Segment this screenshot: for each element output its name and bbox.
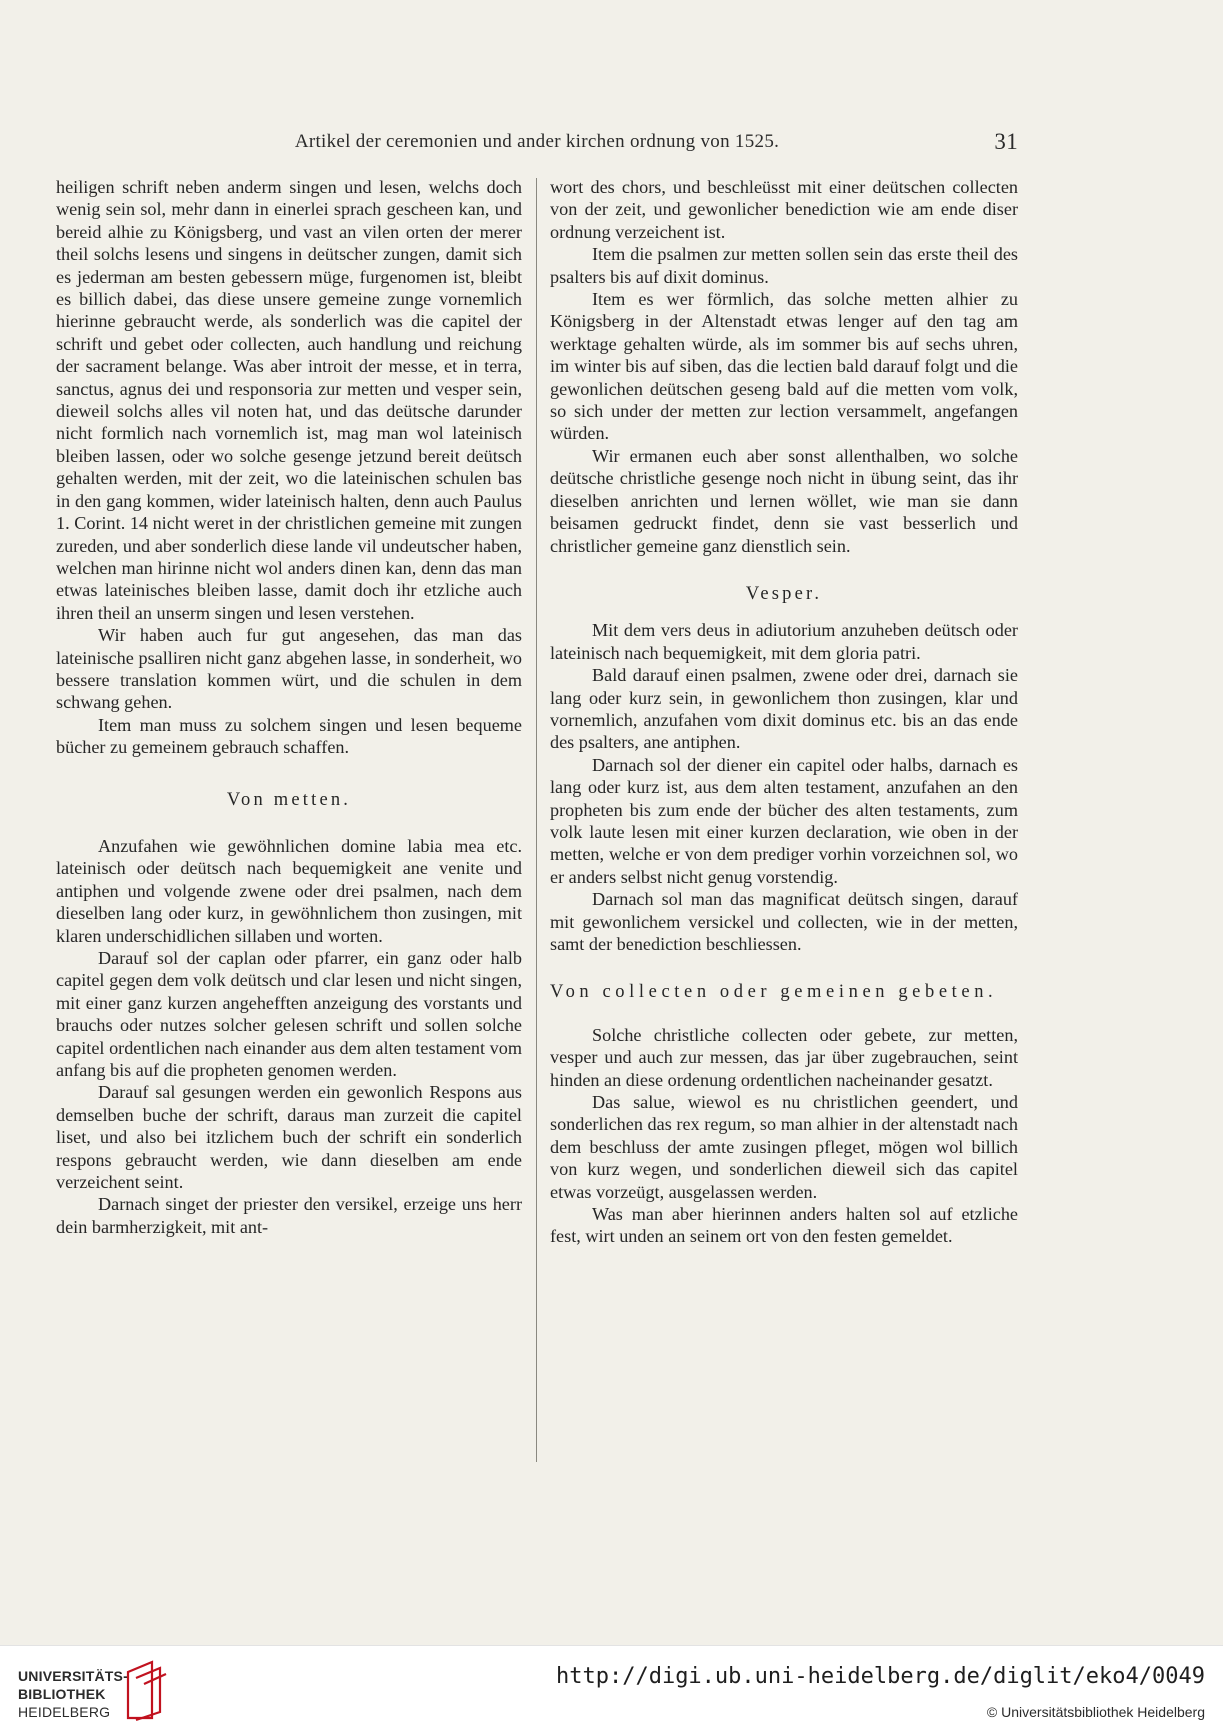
paragraph: Item die psalmen zur metten sollen sein das erste theil des psalters bis auf dixit dominus. <box>550 244 1018 287</box>
paragraph: Bald darauf einen psalmen, zwene oder drei, darnach sie lang oder kurz sein, in gewonlichem thon zusingen, klar und vornemlich, anzufahen vom dixit dominus etc. bis an das ende des psalters, ane antiphen. <box>550 665 1018 753</box>
left-column <box>56 176 522 1238</box>
section-heading-vesper: Vesper. <box>745 583 823 604</box>
paragraph: Mit dem vers deus in adiutorium anzuheben deütsch oder lateinisch nach bequemigkeit, mit dem gloria patri. <box>550 620 1018 663</box>
paragraph: Darauf sal gesungen werden ein gewonlich Respons aus demselben buche der schrift, daraus man zurzeit die capitel liset, und also bei itzlichem buch der schrift ein sonderlich respons gebraucht werden, wie dann dieselben am ende verzeichent seint. <box>56 1082 522 1193</box>
paragraph: Was man aber hierinnen anders halten sol auf etzliche fest, wirt unden an seinem ort von den festen gemeldet. <box>550 1204 1018 1247</box>
paragraph: heiligen schrift neben anderm singen und lesen, welchs doch wenig sein sol, mehr dann in einerlei sprach gescheen kan, und bereid alhie zu Königsberg, und vast an vilen orten der merer theil solchs lesens und singens in deütscher zungen, damit sich es jederman am besten gebessern müge, furgenomen ist, bleibt es billich dabei, das diese unsere gemeine zunge vornemlich hierinne gebraucht werde, als sonderlich was die capitel der schrift und gebet oder collecten, auch handlung und reichung der sacrament belange. Was aber introit der messe, et in terra, sanctus, agnus dei und responsoria zur metten und vesper sein, dieweil solchs alles vil noten hat, und das deütsche darunder nicht formlich nach vornemlich ist, mag man wol lateinisch bleiben lassen, oder wo solche gesenge jetzund bereit deütsch gehalten werden, mit der zeit, wo die lateinischen schulen bas in den gang kommen, wider lateinisch halten, denn auch Paulus 1. Corint. 14 nicht weret in der christlichen gemeine mit zungen zureden, und aber sonderlich diese lande vil undeutscher haben, welchen man hirinne nicht wol anders dinen kan, denn das man etwas lateinisches bleiben lasse, damit doch ihr etzliche auch ihren theil an unserm singen und lesen verstehen. <box>56 177 522 623</box>
running-header <box>56 129 1018 159</box>
page-number: 31 <box>994 129 1018 154</box>
paragraph: Wir haben auch fur gut angesehen, das man das lateinische psalliren nicht ganz abgehen lasse, in sonderheit, wo bessere translation kommen würt, und die schulen in dem schwang gehen. <box>56 625 522 713</box>
right-column <box>550 176 1018 1248</box>
paragraph: Item man muss zu solchem singen und lesen bequeme bücher zu gemeinem gebrauch schaffen. <box>56 714 522 758</box>
paragraph: Darauf sol der caplan oder pfarrer, ein ganz oder halb capitel gegen dem volk deütsch und clar lesen und nicht singen, mit einer ganz kurzen angehefften anzeigung des vorstants und brauchs oder nutzes solcher gelesen schrift und sollen solche capitel ordentlichen nach einander aus dem alten testament vom anfang bis auf die propheten genomen werden. <box>56 948 522 1081</box>
paragraph: Wir ermanen euch aber sonst allenthalben, wo solche deütsche christliche gesenge noch nicht in übung seint, das ihr dieselben anrichten und lernen wöllet, wie man sie dann beisamen gedruckt findet, denn sie vast besserlich und christlicher gemeine ganz dienstlich sein. <box>550 445 1018 556</box>
library-logo[interactable] <box>18 1658 188 1728</box>
paragraph: Darnach sol der diener ein capitel oder halbs, darnach es lang oder kurz ist, aus dem alten testament, anzufahen an den propheten bis zum ende der bücher des alten testaments, zum volk laute lesen mit einer kurzen declaration, wie oben in der metten, welche er von dem prediger vorhin vorzeichnen sol, wo er anders selbst nicht genug vorstendig. <box>550 754 1018 887</box>
footer-bar <box>0 1645 1223 1732</box>
paragraph: Item es wer förmlich, das solche metten alhier zu Königsberg in der Altenstadt etwas lenger auf den tag am werktage gehalten würde, als im sommer bis auf sechs uhren, im winter bis auf siben, das die lectien bald darauf folgt und die gewonlichen deütschen geseng bald auf die metten vom volk, so sich under der metten zur lection versammelt, angefangen würden. <box>550 289 1018 444</box>
logo-text-line1: UNIVERSITÄTS- <box>18 1668 128 1684</box>
logo-mark-icon <box>122 1658 168 1722</box>
document-url-link[interactable]: http://digi.ub.uni-heidelberg.de/diglit/eko4/0049 <box>555 1664 1205 1689</box>
running-title: Artikel der ceremonien und ander kirchen ordnung von 1525. <box>294 131 780 152</box>
paragraph: Darnach singet der priester den versikel, erzeige uns herr dein barmherzigkeit, mit ant- <box>56 1194 522 1237</box>
logo-text-line2: BIBLIOTHEK <box>18 1686 106 1702</box>
paragraph: Das salue, wiewol es nu christlichen geendert, und sonderlichen das rex regum, so man alhier in der altenstadt nach dem beschluss der amte zusingen pfleget, mögen wol billich von kurz wegen, und sonderlichen dieweil sich das capitel etwas vorzeügt, ausgelassen werden. <box>550 1092 1018 1202</box>
paragraph: Darnach sol man das magnificat deütsch singen, darauf mit gewonlichem versickel und collecten, wie in der metten, samt der benediction beschliessen. <box>550 889 1018 954</box>
copyright-notice: © Universitätsbibliothek Heidelberg <box>986 1704 1205 1720</box>
paragraph: Anzufahen wie gewöhnlichen domine labia mea etc. lateinisch oder deütsch nach bequemigkeit ane venite und antiphen und volgende zwene oder drei psalmen, nach dem dieselben lang oder kurz, in gewöhnlichem thon zusingen, mit klaren underschidlichen sillaben und worten. <box>56 835 522 946</box>
column-divider <box>536 178 537 1462</box>
section-heading-collecten: Von collecten oder gemeinen gebeten. <box>550 982 998 1003</box>
paragraph: wort des chors, und beschleüsst mit einer deütschen collecten von der zeit, und gewonlicher benediction wie am ende diser ordnung verzeichent ist. <box>550 177 1018 242</box>
section-heading-metten: Von metten. <box>226 789 352 810</box>
logo-text-line3: HEIDELBERG <box>18 1704 111 1720</box>
paragraph: Solche christliche collecten oder gebete, zur metten, vesper und auch zur messen, das jar über zugebrauchen, seint hinden an diese ordenung ordentlichen nacheinander gesatzt. <box>550 1024 1018 1090</box>
